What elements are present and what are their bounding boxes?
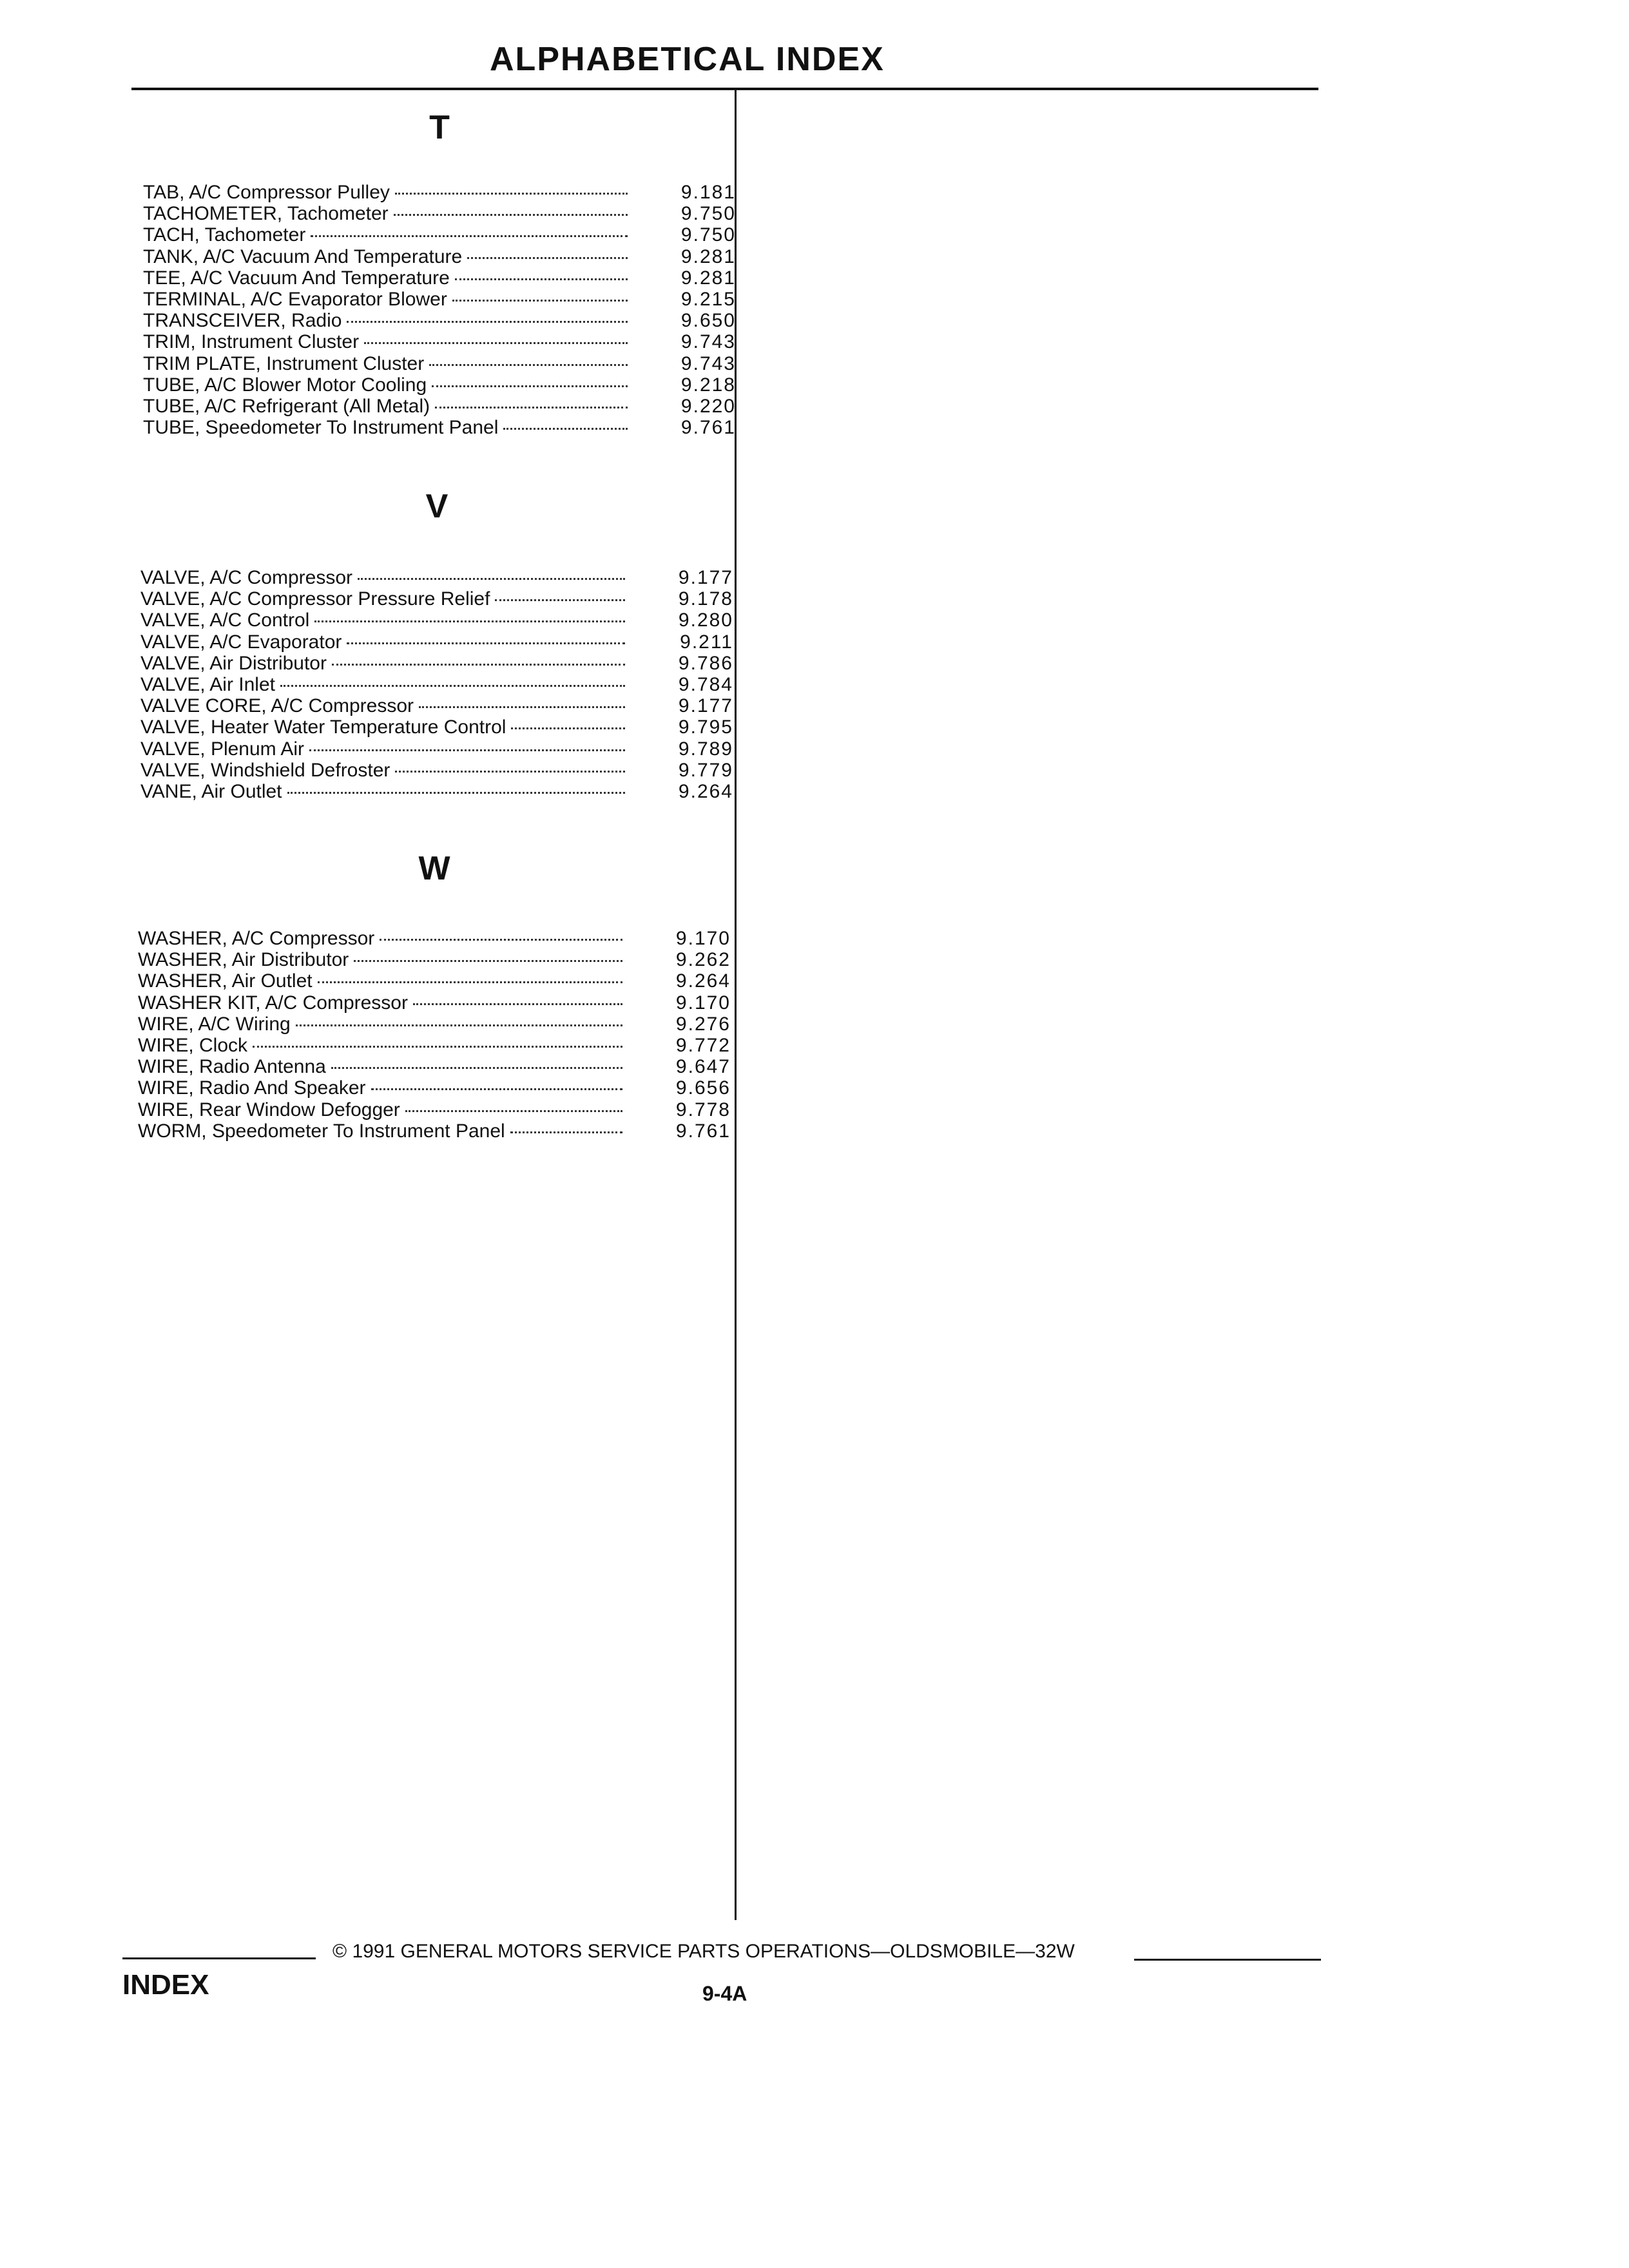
entry-name: TAB, A/C Compressor Pulley <box>143 182 390 203</box>
leader-dots <box>467 257 628 259</box>
entry-name: WIRE, Radio And Speaker <box>138 1077 366 1099</box>
entry-page-number: 9.262 <box>675 949 731 971</box>
leader-dots <box>380 939 622 941</box>
leader-dots <box>395 193 628 195</box>
leader-dots <box>354 960 622 962</box>
index-entry <box>138 992 731 1014</box>
index-entry <box>138 1056 731 1077</box>
entry-name: TANK, A/C Vacuum And Temperature <box>143 245 463 267</box>
entry-name: WASHER, Air Distributor <box>138 949 349 971</box>
leader-dots <box>432 385 628 387</box>
entry-page-number: 9.650 <box>680 310 736 332</box>
leader-dots <box>364 342 628 344</box>
index-entry <box>140 610 733 631</box>
leader-dots <box>296 1024 622 1026</box>
index-entry <box>143 289 736 310</box>
entry-name: WASHER, Air Outlet <box>138 970 313 992</box>
entry-page-number: 9.181 <box>680 182 736 203</box>
index-entry <box>138 970 731 992</box>
entry-page-number: 9.647 <box>675 1056 731 1078</box>
entry-page-number: 9.177 <box>678 567 733 588</box>
entry-name: WASHER, A/C Compressor <box>138 928 375 949</box>
leader-dots <box>331 1067 622 1069</box>
leader-dots <box>358 578 625 580</box>
index-entry <box>140 567 733 588</box>
entry-page-number: 9.750 <box>680 203 736 225</box>
entry-page-number: 9.789 <box>678 738 733 760</box>
leader-dots <box>452 300 628 302</box>
entry-page-number: 9.264 <box>675 970 731 992</box>
index-entry <box>140 760 733 781</box>
entry-page-number: 9.750 <box>680 224 736 246</box>
page-title: ALPHABETICAL INDEX <box>490 41 885 78</box>
index-entry <box>138 1077 731 1099</box>
entry-name: VALVE, A/C Compressor Pressure Relief <box>140 588 490 610</box>
leader-dots <box>511 727 625 729</box>
entry-name: VALVE, A/C Evaporator <box>140 631 342 653</box>
index-entry <box>140 631 733 653</box>
index-entry <box>138 1014 731 1035</box>
index-entry <box>143 310 736 331</box>
entry-name: WIRE, Radio Antenna <box>138 1056 326 1078</box>
entry-name: VALVE, Windshield Defroster <box>140 759 390 781</box>
leader-dots <box>503 428 628 430</box>
section-letter: T <box>429 109 450 146</box>
entry-page-number: 9.779 <box>678 759 733 781</box>
leader-dots <box>510 1131 622 1133</box>
entry-list <box>140 567 733 802</box>
entry-name: TRIM PLATE, Instrument Cluster <box>143 352 425 374</box>
entry-name: VALVE CORE, A/C Compressor <box>140 695 414 717</box>
leader-dots <box>395 771 625 773</box>
entry-list <box>138 928 731 1142</box>
leader-dots <box>435 407 628 408</box>
leader-dots <box>314 620 625 622</box>
leader-dots <box>347 321 628 323</box>
section-letter: W <box>418 850 450 887</box>
entry-page-number: 9.280 <box>678 610 733 631</box>
entry-page-number: 9.218 <box>680 374 736 396</box>
entry-name: VALVE, A/C Compressor <box>140 567 353 588</box>
leader-dots <box>495 599 625 601</box>
index-entry <box>143 331 736 352</box>
leader-dots <box>455 278 628 280</box>
entry-page-number: 9.761 <box>680 417 736 439</box>
leader-dots <box>287 792 625 794</box>
index-entry <box>143 374 736 396</box>
entry-name: TERMINAL, A/C Evaporator Blower <box>143 288 447 310</box>
entry-page-number: 9.795 <box>678 716 733 738</box>
entry-name: TUBE, A/C Blower Motor Cooling <box>143 374 427 396</box>
entry-name: TRANSCEIVER, Radio <box>143 310 342 332</box>
entry-page-number: 9.170 <box>675 992 731 1014</box>
entry-name: TUBE, A/C Refrigerant (All Metal) <box>143 395 430 417</box>
index-entry <box>140 653 733 674</box>
entry-page-number: 9.772 <box>675 1034 731 1056</box>
entry-page-number: 9.784 <box>678 673 733 695</box>
index-entry <box>143 396 736 417</box>
index-entry <box>138 1120 731 1142</box>
entry-name: VALVE, Air Inlet <box>140 673 275 695</box>
leader-dots <box>371 1088 622 1090</box>
entry-page-number: 9.211 <box>680 631 733 653</box>
index-entry <box>140 781 733 802</box>
entry-name: VANE, Air Outlet <box>140 780 282 802</box>
entry-page-number: 9.656 <box>675 1077 731 1099</box>
leader-dots <box>332 664 625 666</box>
entry-name: WIRE, Clock <box>138 1034 248 1056</box>
index-entry <box>140 588 733 610</box>
entry-page-number: 9.743 <box>680 352 736 374</box>
leader-dots <box>394 214 628 216</box>
index-entry <box>143 224 736 245</box>
entry-page-number: 9.276 <box>675 1013 731 1035</box>
leader-dots <box>280 685 625 687</box>
index-entry <box>140 695 733 716</box>
leader-dots <box>318 981 622 983</box>
index-entry <box>140 738 733 760</box>
entry-name: TACHOMETER, Tachometer <box>143 203 389 225</box>
entry-name: VALVE, Heater Water Temperature Control <box>140 716 506 738</box>
entry-page-number: 9.215 <box>680 288 736 310</box>
entry-name: WASHER KIT, A/C Compressor <box>138 992 408 1014</box>
index-entry <box>138 1035 731 1056</box>
section-letter: V <box>425 488 448 525</box>
leader-dots <box>413 1003 622 1005</box>
leader-dots <box>419 706 625 708</box>
entry-name: TUBE, Speedometer To Instrument Panel <box>143 417 499 439</box>
entry-page-number: 9.786 <box>678 652 733 674</box>
leader-dots <box>347 642 625 644</box>
index-entry <box>143 246 736 267</box>
entry-page-number: 9.177 <box>678 695 733 717</box>
entry-page-number: 9.264 <box>678 780 733 802</box>
leader-dots <box>429 364 628 366</box>
footer-rule-left <box>122 1957 316 1959</box>
entry-name: WIRE, Rear Window Defogger <box>138 1099 400 1120</box>
footer-rule-right <box>1134 1959 1321 1961</box>
entry-name: TACH, Tachometer <box>143 224 306 246</box>
index-entry <box>143 353 736 374</box>
title-rule <box>131 88 1318 90</box>
index-entry <box>140 716 733 738</box>
footer-section-label: INDEX <box>122 1969 209 2001</box>
entry-name: TRIM, Instrument Cluster <box>143 331 360 353</box>
entry-page-number: 9.778 <box>675 1099 731 1120</box>
entry-page-number: 9.281 <box>680 245 736 267</box>
entry-name: VALVE, Air Distributor <box>140 652 327 674</box>
entry-name: TEE, A/C Vacuum And Temperature <box>143 267 450 289</box>
leader-dots <box>405 1110 622 1112</box>
leader-dots <box>309 749 625 751</box>
entry-page-number: 9.178 <box>678 588 733 610</box>
index-entry <box>143 417 736 438</box>
index-entry <box>140 674 733 695</box>
entry-page-number: 9.170 <box>675 928 731 949</box>
footer-page-number: 9-4A <box>702 1982 747 2005</box>
entry-list <box>143 182 736 438</box>
entry-page-number: 9.743 <box>680 331 736 353</box>
entry-name: VALVE, Plenum Air <box>140 738 305 760</box>
index-entry <box>138 1099 731 1120</box>
index-entry <box>143 182 736 203</box>
entry-name: WORM, Speedometer To Instrument Panel <box>138 1120 505 1142</box>
entry-name: WIRE, A/C Wiring <box>138 1013 291 1035</box>
index-entry <box>138 949 731 970</box>
index-entry <box>138 928 731 949</box>
entry-name: VALVE, A/C Control <box>140 610 310 631</box>
index-entry <box>143 203 736 224</box>
entry-page-number: 9.761 <box>675 1120 731 1142</box>
entry-page-number: 9.281 <box>680 267 736 289</box>
index-entry <box>143 267 736 289</box>
leader-dots <box>311 235 628 237</box>
copyright-line: © 1991 GENERAL MOTORS SERVICE PARTS OPERATIONS—OLDSMOBILE—32W <box>333 1941 1075 1962</box>
leader-dots <box>253 1046 622 1048</box>
entry-page-number: 9.220 <box>680 395 736 417</box>
